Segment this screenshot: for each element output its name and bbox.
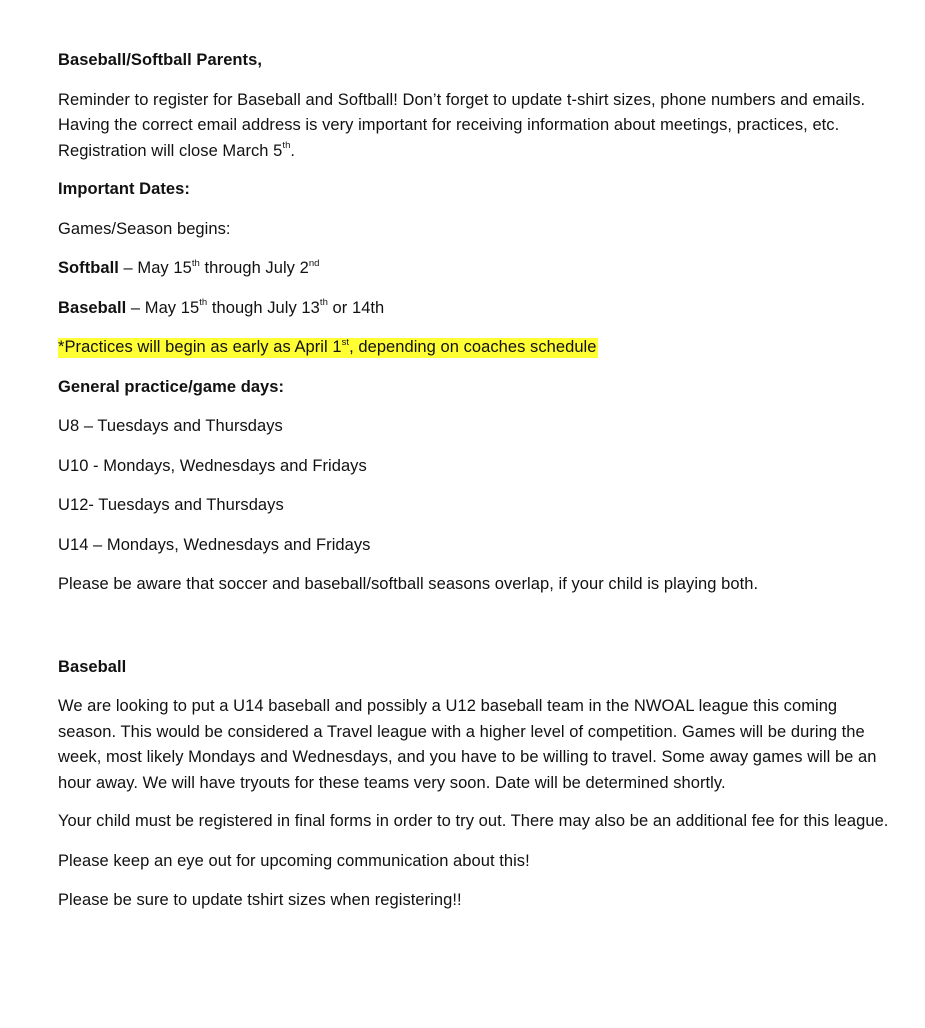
baseball-heading: Baseball bbox=[58, 657, 127, 676]
baseball-post: or 14th bbox=[327, 298, 385, 317]
travel-league-paragraph: We are looking to put a U14 baseball and possibly a U12 baseball team in the NWOAL league this coming season. This would be considered a Travel league with a higher level of competition. Games will be during the week, most likely Mondays and Wednesdays, and you have to be willing to travel. Some away games will be an hour away. We will have tryouts for these teams very soon. Date will be determined shortly. bbox=[58, 697, 877, 792]
reminder-end: . bbox=[290, 141, 296, 160]
practices-sup: st bbox=[341, 336, 350, 348]
section-spacer bbox=[58, 598, 893, 655]
softball-sup1: th bbox=[191, 257, 200, 269]
softball-label: Softball bbox=[58, 259, 119, 277]
softball-mid: through July 2 bbox=[199, 259, 309, 277]
letter-body bbox=[58, 48, 893, 914]
practice-day-u12: U12- Tuesdays and Thursdays bbox=[58, 496, 284, 514]
greeting: Baseball/Softball Parents, bbox=[58, 51, 262, 69]
practice-day-u8: U8 – Tuesdays and Thursdays bbox=[58, 417, 283, 435]
tshirt-note: Please be sure to update tshirt sizes when registering!! bbox=[58, 891, 462, 909]
overlap-note: Please be aware that soccer and baseball/softball seasons overlap, if your child is playing both. bbox=[58, 575, 759, 593]
practice-day-u14: U14 – Mondays, Wednesdays and Fridays bbox=[58, 535, 371, 554]
communication-note: Please keep an eye out for upcoming communication about this! bbox=[58, 851, 530, 870]
baseball-sup2: th bbox=[319, 297, 328, 308]
practices-post: , depending on coaches schedule bbox=[349, 338, 597, 356]
baseball-pre: – May 15 bbox=[126, 298, 200, 317]
important-dates-heading: Important Dates: bbox=[58, 180, 190, 198]
softball-pre: – May 15 bbox=[118, 259, 192, 277]
softball-dates bbox=[58, 256, 893, 282]
registration-paragraph: Your child must be registered in final forms in order to try out. There may also be an additional fee for this league. bbox=[58, 812, 889, 830]
practices-pre: *Practices will begin as early as April 1 bbox=[58, 338, 342, 356]
baseball-dates bbox=[58, 296, 893, 322]
reminder-sup: th bbox=[282, 140, 291, 151]
baseball-label: Baseball bbox=[58, 298, 127, 317]
season-label: Games/Season begins: bbox=[58, 219, 231, 238]
baseball-mid: though July 13 bbox=[207, 298, 320, 317]
baseball-sup1: th bbox=[199, 297, 208, 308]
practice-days-heading: General practice/game days: bbox=[58, 377, 285, 396]
practices-note bbox=[58, 335, 893, 361]
softball-sup2: nd bbox=[308, 257, 320, 269]
reminder-text: Reminder to register for Baseball and Softball! Don’t forget to update t-shirt sizes, phone numbers and emails. Having the correct email address is very important for receiving information about meetings, practices, etc. Registration will close March 5 bbox=[58, 90, 866, 160]
registration-reminder bbox=[58, 88, 893, 165]
practice-day-u10: U10 - Mondays, Wednesdays and Fridays bbox=[58, 456, 367, 475]
practices-highlight bbox=[58, 338, 598, 358]
